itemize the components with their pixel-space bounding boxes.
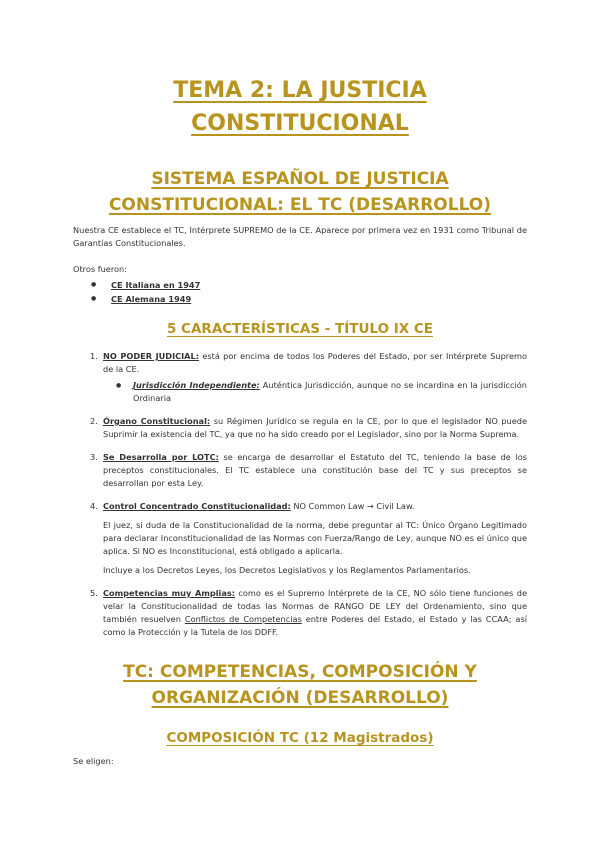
composition-text: Se eligen: xyxy=(73,756,114,766)
item-text: entre Poderes del Estado, el Estado y las CCAA; así como la Protección y la Tutela de los DDFF. xyxy=(103,614,527,637)
item-text: está por encima de todos los Poderes del Estado, por ser Intérprete Supremo de la CE. xyxy=(103,351,527,374)
item-number: 2. xyxy=(90,416,98,426)
item-term: Competencias muy Amplias: xyxy=(103,588,235,598)
list-item: ● CE Italiana en 1947 xyxy=(91,278,527,292)
section-heading-line-2: CONSTITUCIONAL: EL TC (DESARROLLO) xyxy=(108,195,492,215)
title-line-2: CONSTITUCIONAL xyxy=(191,111,409,136)
item-number: 4. xyxy=(90,501,98,511)
item-number: 5. xyxy=(90,588,98,598)
item-text: como es el Supremo Intérprete de la CE, NO sólo tiene funciones de velar la Constitucionalidad de todas las Normas de RANGO DE LEY del Ordenamiento, sino que también resuelven xyxy=(103,588,527,624)
list-item: ● CE Alemana 1949 xyxy=(91,292,527,306)
item-text: se encarga de desarrollar el Estatuto del TC, teniendo la base de los preceptos constitucionales. El TC establece una constitución base del TC y sus preceptos se desarrollan por esta Ley. xyxy=(103,452,527,488)
others-label: Otros fueron: xyxy=(73,264,127,274)
characteristic-item-4 xyxy=(73,500,527,577)
item-term: NO PODER JUDICIAL: xyxy=(103,351,200,361)
item-number: 1. xyxy=(90,351,98,361)
section-heading-line-2: ORGANIZACIÓN (DESARROLLO) xyxy=(151,688,449,708)
item-text: su Régimen Jurídico se regula en la CE, por lo que el legislador NO puede Suprimir la existencia del TC, ya que no ha sido creado por el Legislador, sino por la Norma Suprema. xyxy=(103,416,527,439)
item-term: Se Desarrolla por LOTC: xyxy=(103,452,219,462)
item-paragraph: Incluye a los Decretos Leyes, los Decretos Legislativos y los Reglamentos Parlamentarios. xyxy=(103,565,471,575)
section-heading-line-1: TC: COMPETENCIAS, COMPOSICIÓN Y xyxy=(123,662,477,682)
item-text: NO Common Law → Civil Law. xyxy=(290,501,415,511)
item-term: Órgano Constitucional: xyxy=(103,416,211,426)
item-number: 3. xyxy=(90,452,98,462)
characteristic-item-1 xyxy=(73,350,527,405)
document-title xyxy=(73,74,527,140)
composition-heading: COMPOSICIÓN TC (12 Magistrados) xyxy=(166,730,434,746)
section-heading-line-1: SISTEMA ESPAÑOL DE JUSTICIA xyxy=(151,169,449,189)
characteristics-list xyxy=(73,350,527,639)
sub-list xyxy=(103,379,527,405)
characteristic-item-3 xyxy=(73,451,527,490)
item-term: Control Concentrado Constitucionalidad: xyxy=(103,501,291,511)
item-paragraph: El juez, si duda de la Constitucionalidad de la norma, debe preguntar al TC: Único Órgano Legitimado para declarar Inconstitucionalidad de las Normas con Fuerza/Rango de Ley, aunque NO es el único que aplica. Si NO es Inconstitucional, está obligado a aplicarla. xyxy=(103,520,527,556)
characteristic-item-5 xyxy=(73,587,527,639)
characteristic-item-2 xyxy=(73,415,527,441)
others-list xyxy=(73,278,527,306)
title-line-1: TEMA 2: LA JUSTICIA xyxy=(173,78,427,103)
characteristics-heading: 5 CARACTERÍSTICAS - TÍTULO IX CE xyxy=(166,321,434,337)
section-heading-sistema xyxy=(73,166,527,218)
intro-paragraph: Nuestra CE establece el TC, Intérprete SUPREMO de la CE. Aparece por primera vez en 1931 como Tribunal de Garantías Constitucionales. xyxy=(73,225,527,248)
conflictos-link: Conflictos de Competencias xyxy=(184,614,302,624)
sub-list-item: ● Jurisdicción Independiente: Auténtica Jurisdicción, aunque no se incardina en la jurisdicción Ordinaria xyxy=(103,379,527,405)
section-heading-tc xyxy=(73,659,527,711)
